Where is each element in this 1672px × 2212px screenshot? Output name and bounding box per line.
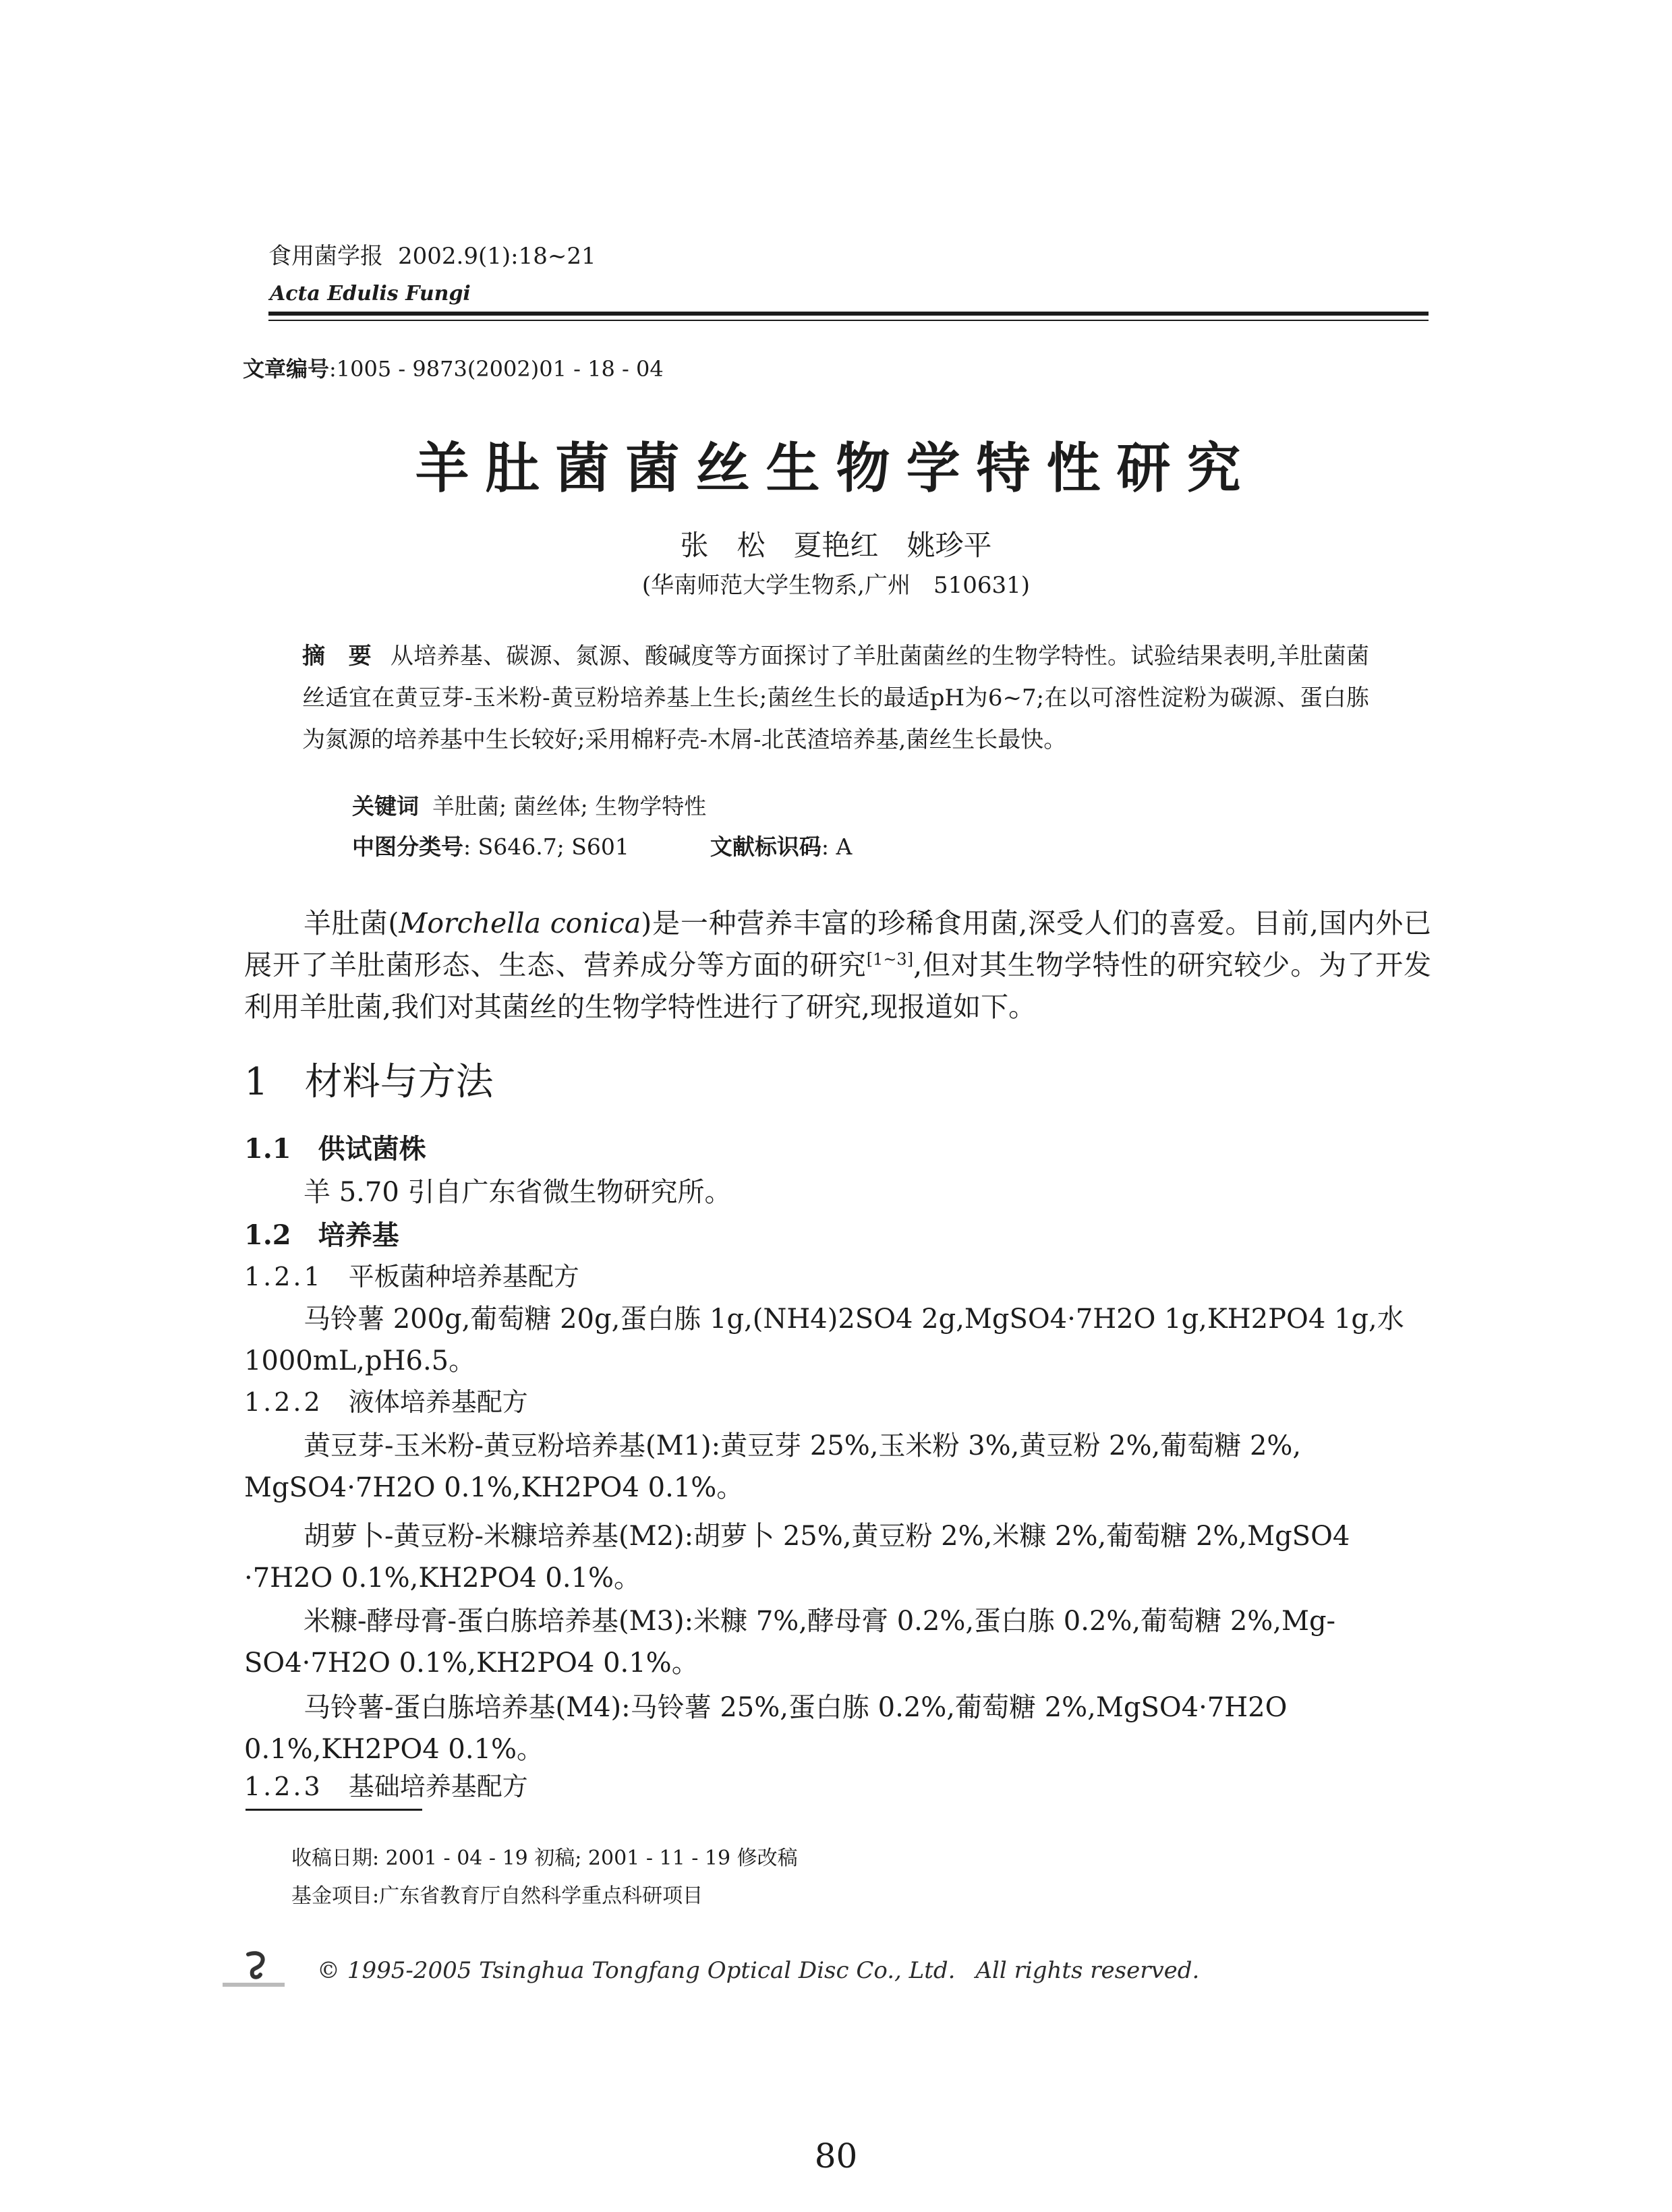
medium-m1-line-1: 黄豆芽-玉米粉-黄豆粉培养基(M1):黄豆芽 25%,玉米粉 3%,黄豆粉 2%,葡萄糖 2%,: [304, 1430, 1302, 1461]
journal-volume: 2002.9(1):18~21: [398, 243, 596, 270]
abstract: [302, 635, 1369, 761]
header-rule-thin: [268, 320, 1429, 321]
page-number: 80: [814, 2136, 858, 2176]
classification: [352, 830, 852, 861]
journal-citation: [268, 237, 596, 270]
intro-paragraph: [244, 902, 1431, 1028]
subsection-1-2-3-heading: [244, 1766, 528, 1803]
section-number: 1: [244, 1060, 268, 1104]
medium-m3-line-1: 米糠-酵母膏-蛋白胨培养基(M3):米糠 7%,酵母膏 0.2%,蛋白胨 0.2%,葡萄糖 2%,Mg-: [304, 1606, 1336, 1637]
subsection-number: 1.2.2: [244, 1387, 323, 1417]
paper-title: 羊肚菌菌丝生物学特性研究: [415, 437, 1257, 500]
subsection-1-2-heading: [244, 1214, 399, 1252]
medium-m1-line-2: MgSO4·7H2O 0.1%,KH2PO4 0.1%。: [244, 1472, 744, 1503]
abstract-text: 从培养基、碳源、氮源、酸碱度等方面探讨了羊肚菌菌丝的生物学特性。试验结果表明,羊肚菌菌丝适宜在黄豆芽-玉米粉-黄豆粉培养基上生长;菌丝生长的最适pH为6~7;在以可溶性淀粉为碳源、蛋白胨为氮源的培养基中生长较好;采用棉籽壳-木屑-北芪渣培养基,菌丝生长最快。: [302, 643, 1370, 753]
copyright-text: © 1995-2005 Tsinghua Tongfang Optical Disc Co., Ltd.: [317, 1957, 956, 1984]
fund-project: 基金项目:广东省教育厅自然科学重点科研项目: [291, 1884, 703, 1908]
subsection-title: 基础培养基配方: [348, 1772, 528, 1801]
section-title: 材料与方法: [304, 1060, 494, 1104]
doc-code-label: 文献标识码: [710, 834, 821, 860]
article-number-label: 文章编号: [243, 356, 330, 382]
subsection-title: 平板菌种培养基配方: [348, 1262, 579, 1291]
medium-m4-line-1: 马铃薯-蛋白胨培养基(M4):马铃薯 25%,蛋白胨 0.2%,葡萄糖 2%,MgSO4·7H2O: [304, 1692, 1288, 1723]
clc-label: 中图分类号: [352, 834, 463, 860]
strain-text: 羊 5.70 引自广东省微生物研究所。: [304, 1177, 732, 1208]
subsection-number: 1.2.3: [244, 1772, 323, 1801]
journal-name-en: Acta Edulis Fungi: [270, 282, 471, 305]
species-latin-name: Morchella conica: [399, 907, 641, 939]
subsection-1-1-heading: [244, 1128, 426, 1166]
subsection-number: 1.1: [244, 1133, 291, 1165]
cnki-logo-icon: [220, 1948, 287, 1992]
doc-code-value: : A: [821, 834, 853, 860]
clc-value: : S646.7; S601: [463, 834, 629, 860]
affiliation: (华南师范大学生物系,广州 510631): [641, 572, 1031, 599]
header-rule-thick: [268, 312, 1429, 316]
subsection-1-2-1-heading: [244, 1256, 579, 1293]
plate-medium-line-2: 1000mL,pH6.5。: [244, 1345, 476, 1376]
medium-m4-line-2: 0.1%,KH2PO4 0.1%。: [244, 1734, 544, 1765]
article-number-value: :1005 - 9873(2002)01 - 18 - 04: [329, 356, 664, 382]
subsection-title: 供试菌株: [318, 1133, 426, 1165]
subsection-1-2-2-heading: [244, 1381, 528, 1418]
copyright-notice: [317, 1957, 1199, 1984]
medium-m2-line-1: 胡萝卜-黄豆粉-米糠培养基(M2):胡萝卜 25%,黄豆粉 2%,米糠 2%,葡萄糖 2%,MgSO4: [304, 1521, 1350, 1552]
abstract-label: 摘 要: [302, 643, 372, 670]
subsection-title: 液体培养基配方: [348, 1387, 528, 1417]
section-1-heading: [244, 1052, 494, 1106]
subsection-number: 1.2.1: [244, 1262, 323, 1291]
citation-ref: [1~3]: [866, 950, 914, 969]
journal-name-cn: 食用菌学报: [268, 243, 383, 270]
footnote-rule: [246, 1809, 422, 1811]
received-date: 收稿日期: 2001 - 04 - 19 初稿; 2001 - 11 - 19 修改稿: [291, 1846, 798, 1870]
rights-text: All rights reserved.: [975, 1957, 1200, 1984]
intro-text-a: 羊肚菌(: [304, 907, 399, 939]
medium-m3-line-2: SO4·7H2O 0.1%,KH2PO4 0.1%。: [244, 1648, 699, 1679]
subsection-number: 1.2: [244, 1219, 291, 1251]
intro-text-c: ,但对其生物学特性的研究较少。为了开发利用羊肚菌,我们对其菌丝的生物学特性进行了研究,现报道如下。: [244, 949, 1432, 1023]
keywords: [352, 789, 706, 821]
subsection-title: 培养基: [318, 1219, 399, 1251]
article-number: [243, 352, 664, 383]
plate-medium-line-1: 马铃薯 200g,葡萄糖 20g,蛋白胨 1g,(NH4)2SO4 2g,MgSO4·7H2O 1g,KH2PO4 1g,水: [304, 1304, 1404, 1335]
medium-m2-line-2: ·7H2O 0.1%,KH2PO4 0.1%。: [244, 1563, 641, 1594]
intro-text-b: )是一种营养丰富的珍稀食用菌,深受人们的喜爱。目前,国内外已展开了羊肚菌形态、生态、营养成分等方面的研究: [244, 907, 1431, 981]
authors: 张 松 夏艳红 姚珍平: [680, 529, 992, 562]
keywords-label: 关键词: [352, 793, 419, 819]
keywords-text: 羊肚菌; 菌丝体; 生物学特性: [432, 793, 707, 819]
